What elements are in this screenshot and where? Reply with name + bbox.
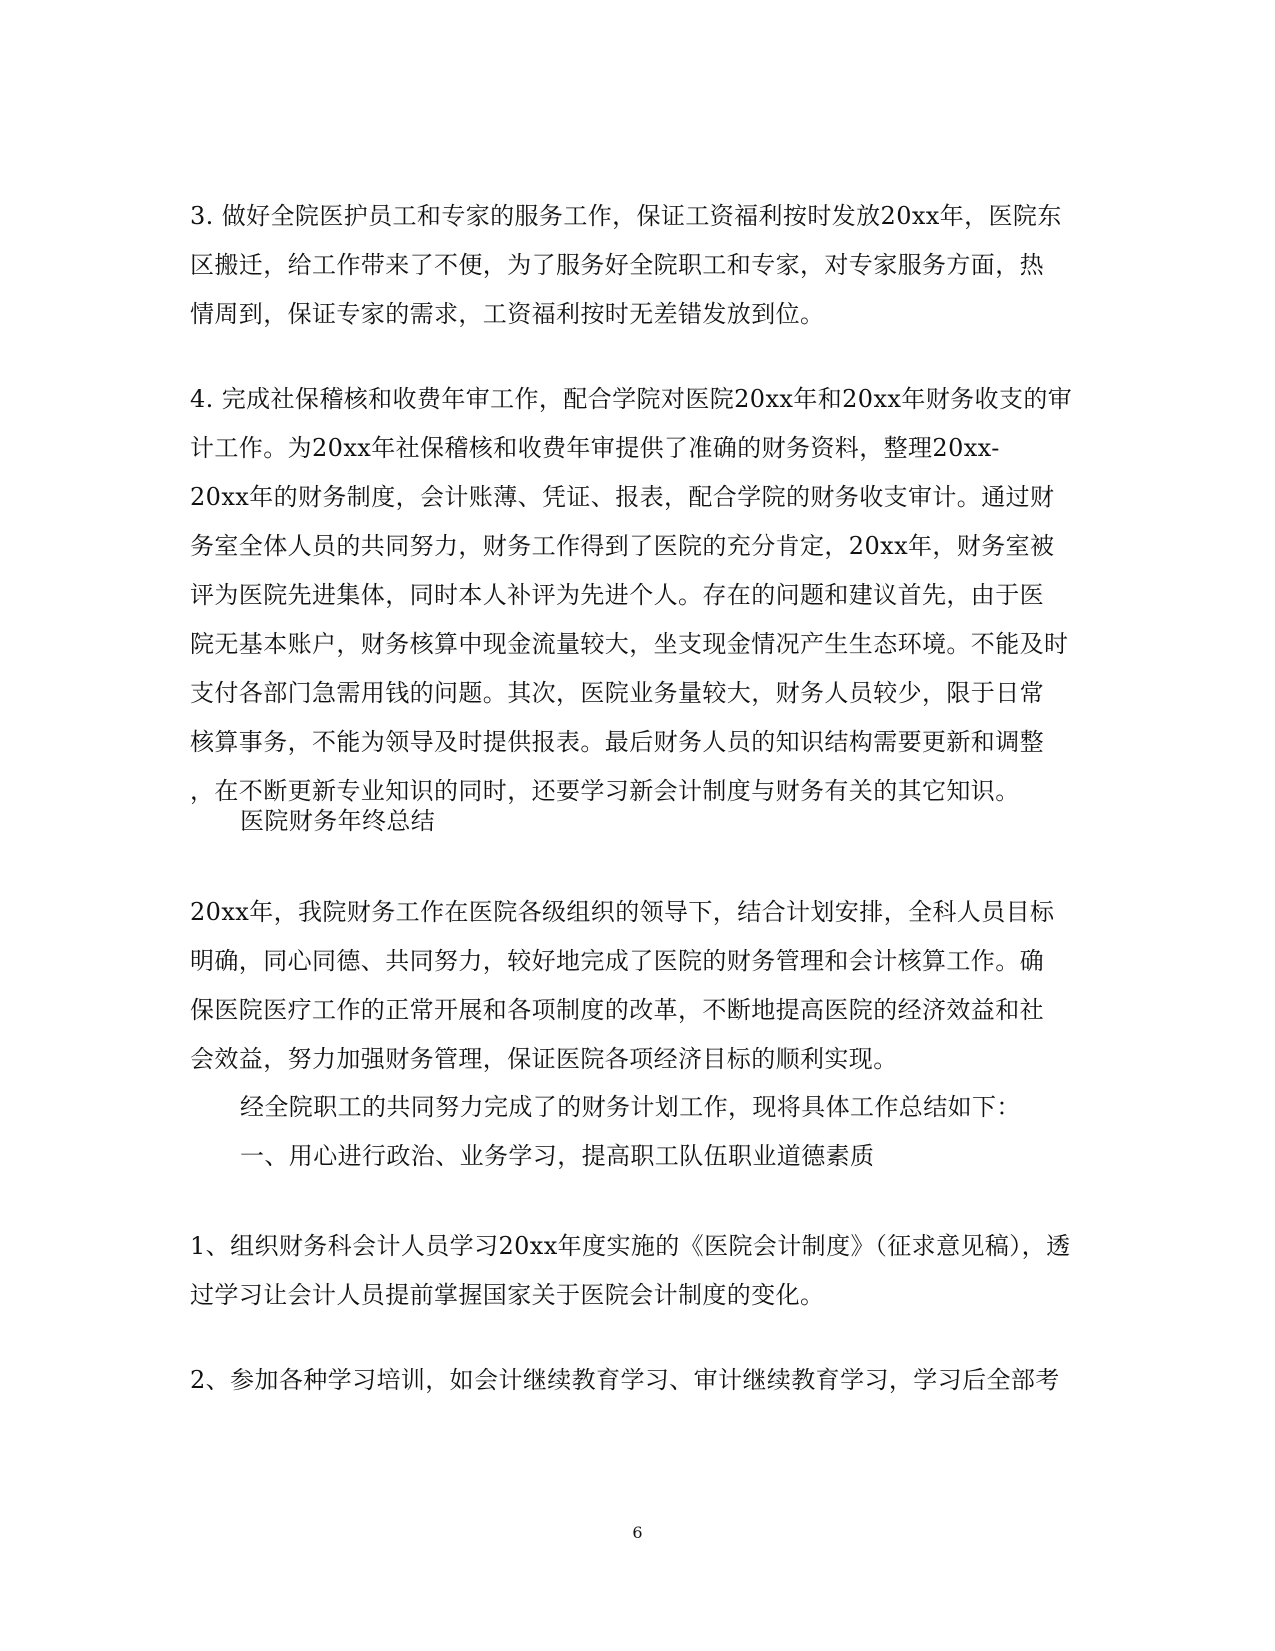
section-heading [190, 797, 1090, 846]
text-line: 4. 完成社保稽核和收费年审工作，配合学院对医院20xx年和20xx年财务收支的审 [190, 385, 1073, 413]
text-line: 核算事务，不能为领导及时提供报表。最后财务人员的知识结构需要更新和调整 [190, 728, 1044, 756]
paragraph-item-3 [190, 192, 1090, 339]
text-line: 评为医院先进集体，同时本人补评为先进个人。存在的问题和建议首先，由于医 [190, 581, 1044, 609]
text-line: 会效益，努力加强财务管理，保证医院各项经济目标的顺利实现。 [190, 1045, 898, 1073]
text-line: 2、参加各种学习培训，如会计继续教育学习、审计继续教育学习，学习后全部考 [190, 1366, 1060, 1394]
summary-lead [190, 1083, 1090, 1132]
text-line: ，在不断更新专业知识的同时，还要学习新会计制度与财务有关的其它知识。 [190, 777, 1020, 805]
text-line: 情周到，保证专家的需求，工资福利按时无差错发放到位。 [190, 300, 825, 328]
text-line: 明确，同心同德、共同努力，较好地完成了医院的财务管理和会计核算工作。确 [190, 947, 1044, 975]
heading-text: 医院财务年终总结 [240, 807, 436, 835]
paragraph-item-4 [190, 375, 1090, 816]
text-line: 20xx年，我院财务工作在医院各级组织的领导下，结合计划安排，全科人员目标 [190, 898, 1055, 926]
text-line: 过学习让会计人员提前掌握国家关于医院会计制度的变化。 [190, 1281, 825, 1309]
intro-paragraph [190, 888, 1090, 1084]
text-line: 保医院医疗工作的正常开展和各项制度的改革，不断地提高医院的经济效益和社 [190, 996, 1044, 1024]
text-line: 经全院职工的共同努力完成了的财务计划工作，现将具体工作总结如下： [240, 1093, 1021, 1121]
text-line: 务室全体人员的共同努力，财务工作得到了医院的充分肯定，20xx年，财务室被 [190, 532, 1055, 560]
text-line: 院无基本账户，财务核算中现金流量较大，坐支现金情况产生生态环境。不能及时 [190, 630, 1069, 658]
text-line: 支付各部门急需用钱的问题。其次，医院业务量较大，财务人员较少，限于日常 [190, 679, 1044, 707]
text-line: 一、用心进行政治、业务学习，提高职工队伍职业道德素质 [240, 1142, 875, 1170]
text-line: 区搬迁，给工作带来了不便，为了服务好全院职工和专家，对专家服务方面，热 [190, 251, 1044, 279]
text-line: 3. 做好全院医护员工和专家的服务工作，保证工资福利按时发放20xx年，医院东 [190, 202, 1062, 230]
text-line: 1、组织财务科会计人员学习20xx年度实施的《医院会计制度》（征求意见稿），透 [190, 1232, 1071, 1260]
page-number: 6 [632, 1523, 643, 1542]
list-item-2 [190, 1356, 1090, 1405]
text-line: 20xx年的财务制度，会计账薄、凭证、报表，配合学院的财务收支审计。通过财 [190, 483, 1055, 511]
section-one-heading [190, 1132, 1090, 1181]
list-item-1 [190, 1222, 1090, 1320]
text-line: 计工作。为20xx年社保稽核和收费年审提供了准确的财务资料，整理20xx- [190, 434, 1000, 462]
